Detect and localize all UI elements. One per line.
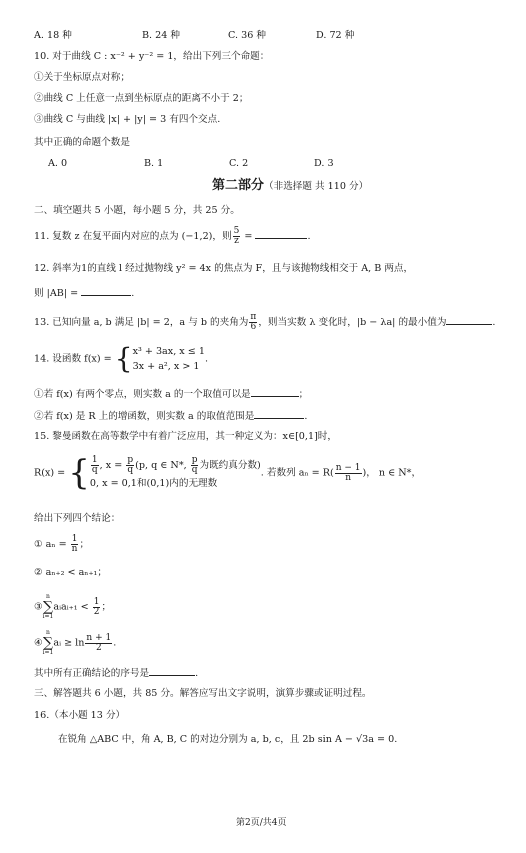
q15-seq-num: n − 1 (335, 462, 361, 473)
q14-brace: { (114, 342, 133, 375)
q15-c4-body: aᵢ ≥ ln (53, 637, 85, 649)
q15-case1-num: 1 (91, 455, 98, 465)
q13-text: 13. 已知向量 a, b 满足 |b| = 2，a 与 b 的夹角为 (34, 317, 249, 328)
q15-c3-body: aᵢaᵢ₊₁ < (53, 601, 92, 613)
q15-case1-den: q (91, 465, 98, 475)
q10-option-c: C. 2 (229, 158, 249, 169)
page-footer: 第2页/共4页 (236, 818, 287, 828)
q13-frac-den: 6 (250, 322, 257, 332)
q14-s1-blank[interactable] (251, 387, 299, 397)
q15-c1-num: 1 (71, 534, 78, 544)
q14-case-1: x³ + 3ax, x ≤ 1 (132, 346, 205, 357)
q9-option-c: C. 36 种 (228, 30, 266, 41)
q14-s2-text: ②若 f(x) 是 R 上的增函数，则实数 a 的取值范围是 (34, 411, 255, 422)
q15-case1-p: p (127, 455, 134, 465)
q15-c3-top: n (46, 593, 50, 600)
q15-c4-bot: i=1 (42, 649, 54, 656)
q15-given: 给出下列四个结论： (34, 513, 121, 524)
q15-case1-p2: p (191, 455, 198, 465)
q15-c4-top: n (46, 629, 50, 636)
section2-heading: 二、填空题共 5 小题，每小题 5 分，共 25 分。 (34, 205, 240, 216)
q12-ask: 则 |AB| = (34, 288, 82, 299)
q13-frac-num: π (250, 312, 257, 322)
q15-c1-frac (71, 535, 79, 554)
q15-c4-end: . (113, 637, 117, 649)
q15-definition (34, 455, 421, 491)
q15-c3-den: 2 (93, 606, 100, 617)
q11-frac-den: z (234, 236, 239, 246)
q10-option-a: A. 0 (48, 158, 68, 169)
q15-conclusion-1 (34, 535, 89, 554)
q15-c3-bot: i=1 (42, 613, 54, 620)
q15-def-pre: R(x) = (34, 467, 69, 479)
q10-proposition-3: ③曲线 C 与曲线 |x| + |y| = 3 有四个交点. (34, 114, 221, 125)
q15-conclusion-4 (34, 630, 116, 656)
q15-seq-post: )， n ∈ N*， (362, 467, 422, 479)
q15-answer-blank[interactable] (149, 666, 195, 676)
q15-c4-num: n + 1 (86, 632, 112, 643)
q13-answer-blank[interactable] (446, 315, 492, 325)
q11-answer-blank[interactable] (255, 229, 307, 239)
q15-conclusion-3 (34, 594, 111, 620)
q15-c3-sum (43, 594, 54, 620)
q14-s1-end: ； (298, 389, 309, 400)
q15-case1-tail2: 为既约真分数) (199, 460, 261, 471)
q15-ask-end: . (195, 668, 199, 679)
q10-option-d: D. 3 (314, 158, 334, 169)
q15-case1-pq-2 (191, 456, 199, 475)
q13-fraction (249, 313, 257, 332)
q15-case1-mid: , x = (99, 460, 126, 471)
part2-note: （非选择题 共 110 分） (264, 181, 369, 192)
q15-c3-label: ③ (34, 601, 43, 613)
q15-ask: 其中所有正确结论的序号是 (34, 668, 150, 679)
q10-option-b: B. 1 (144, 158, 164, 169)
q15-stem: 15. 黎曼函数在高等数学中有着广泛应用，其一种定义为：x∈[0,1]时， (34, 431, 337, 442)
q10-question: 其中正确的命题个数是 (34, 137, 130, 148)
q15-brace: { (68, 453, 90, 493)
q15-c1-text: ① aₙ = (34, 539, 70, 550)
q15-case1-frac (91, 456, 99, 475)
q15-c4-sigma: ∑ (42, 635, 53, 651)
q9-option-b: B. 24 种 (142, 30, 181, 41)
q15-c4-sum (43, 630, 54, 656)
q14-s2-end: . (304, 411, 308, 422)
q9-option-a: A. 18 种 (34, 30, 72, 41)
q15-c1-den: n (71, 544, 78, 554)
q14-subquestion-1 (34, 387, 308, 400)
q15-case1-q2: q (191, 465, 198, 475)
q15-c3-frac (93, 598, 101, 617)
part2-title: 第二部分 (212, 178, 265, 193)
q13-end: . (492, 317, 496, 328)
q15-case-1 (90, 455, 261, 477)
q13 (34, 313, 495, 332)
q15-c1-end: ； (79, 539, 90, 550)
q15-case1-pq (126, 456, 134, 475)
q12-answer-blank[interactable] (81, 286, 131, 296)
q11-eq: = (241, 231, 256, 242)
q14-s2-blank[interactable] (254, 409, 304, 419)
q10-stem: 10. 对于曲线 C : x⁻² + y⁻² = 1，给出下列三个命题： (34, 51, 270, 62)
q15-seq-den: n (345, 472, 351, 483)
q15-seq-frac (335, 464, 362, 483)
part2-heading (212, 179, 368, 194)
q15-c4-frac (85, 634, 112, 653)
section3-heading: 三、解答题共 6 小题，共 85 分。解答应写出文字说明，演算步骤或证明过程。 (34, 688, 372, 699)
q9-option-d: D. 72 种 (316, 30, 355, 41)
q15-case1-tail: (p, q ∈ N*, (135, 460, 190, 471)
q16-heading: 16.（本小题 13 分） (34, 710, 126, 721)
q15-c4-den: 2 (95, 642, 102, 653)
q14-case-2: 3x + a², x > 1 (132, 361, 200, 372)
q12-line2 (34, 286, 134, 299)
q15-c3-end: ； (101, 601, 112, 613)
q14-subquestion-2 (34, 409, 307, 422)
q15-case-2: 0, x = 0,1和(0,1)内的无理数 (89, 478, 218, 489)
q15-question (34, 666, 198, 679)
q14-end: . (204, 353, 209, 365)
q15-c4-label: ④ (34, 637, 43, 649)
q11 (34, 227, 311, 246)
q11-frac-num: 5 (233, 226, 240, 236)
q11-end: . (307, 231, 311, 242)
q12-line1: 12. 斜率为1的直线 l 经过抛物线 y² = 4x 的焦点为 F，且与该抛物线相交于 A, B 两点， (34, 263, 414, 274)
q10-proposition-2: ②曲线 C 上任意一点到坐标原点的距离不小于 2； (34, 93, 249, 104)
q15-case1-q: q (127, 465, 134, 475)
q14-s1-text: ①若 f(x) 有两个零点，则实数 a 的一个取值可以是 (34, 389, 251, 400)
q15-seq-pre: . 若数列 aₙ = R( (260, 467, 334, 479)
q15-conclusion-2: ② aₙ₊₂ < aₙ₊₁； (34, 567, 107, 578)
q14-text: 14. 设函数 f(x) = (34, 353, 115, 365)
q16-body: 在锐角 △ABC 中，角 A, B, C 的对边分别为 a, b, c，且 2b sin A − √3a = 0. (58, 734, 398, 745)
q10-proposition-1: ①关于坐标原点对称； (34, 72, 130, 83)
q15-cases (90, 455, 261, 491)
q12-end: . (131, 288, 135, 299)
q11-text: 11. 复数 z 在复平面内对应的点为 (−1,2)，则 (34, 231, 232, 242)
q15-c3-num: 1 (93, 596, 100, 607)
q11-fraction (233, 227, 241, 246)
q13-text-2: ，则当实数 λ 变化时，|b − λa| 的最小值为 (258, 317, 447, 328)
q14-cases (133, 344, 205, 374)
q14-definition (34, 344, 208, 374)
q15-c3-sigma: ∑ (42, 599, 53, 615)
